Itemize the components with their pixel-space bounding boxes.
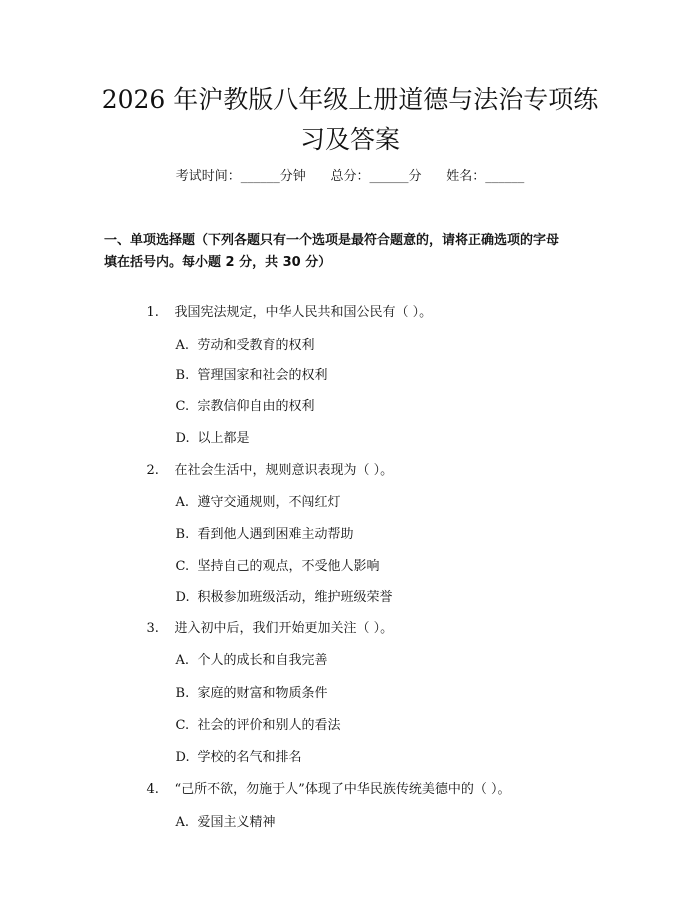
document-title-line-2: 习及答案	[299, 125, 400, 154]
question-number: 3.	[146, 621, 159, 636]
option-text: 看到他人遇到困难主动帮助	[197, 527, 354, 542]
option-letter: D.	[175, 750, 190, 765]
option-letter: A.	[175, 815, 190, 830]
option-text: 社会的评价和别人的看法	[197, 718, 341, 733]
option-letter: B.	[175, 527, 190, 542]
option-text: 学校的名气和排名	[197, 750, 302, 765]
option-text: 家庭的财富和物质条件	[197, 686, 328, 701]
option-letter: C.	[175, 559, 190, 574]
option-text: 爱国主义精神	[197, 815, 276, 830]
option-text: 宗教信仰自由的权利	[197, 399, 315, 414]
question-text: 进入初中后，我们开始更加关注（ ）。	[174, 621, 394, 636]
question-number: 2.	[146, 463, 159, 478]
option-letter: B.	[175, 368, 190, 383]
option-letter: C.	[175, 718, 190, 733]
document-title-line-1: 2026 年沪教版八年级上册道德与法治专项练	[101, 85, 599, 114]
option-text: 管理国家和社会的权利	[197, 368, 328, 383]
section-header-line-2: 填在括号内。每小题 2 分，共 30 分）	[104, 255, 332, 270]
option-text: 积极参加班级活动，维护班级荣誉	[197, 590, 393, 605]
option-text: 劳动和受教育的权利	[197, 338, 315, 353]
option-text: 坚持自己的观点，不受他人影响	[197, 559, 380, 574]
question-text: 在社会生活中，规则意识表现为（ ）。	[174, 463, 394, 478]
option-text: 遵守交通规则，不闯红灯	[197, 495, 341, 510]
section-header-line-1: 一、单项选择题（下列各题只有一个选项是最符合题意的，请将正确选项的字母	[104, 233, 560, 248]
option-letter: D.	[175, 431, 190, 446]
option-letter: C.	[175, 399, 190, 414]
option-text: 以上都是	[197, 431, 250, 446]
question-text: “己所不欲，勿施于人”体现了中华民族传统美德中的（ ）。	[174, 782, 511, 797]
option-letter: D.	[175, 590, 190, 605]
question-number: 1.	[146, 305, 159, 320]
option-letter: B.	[175, 686, 190, 701]
exam-meta-line: 考试时间：______分钟 总分：______分 姓名：______	[175, 169, 525, 184]
option-letter: A.	[175, 338, 190, 353]
question-text: 我国宪法规定，中华人民共和国公民有（ ）。	[174, 305, 433, 320]
option-letter: A.	[175, 495, 190, 510]
question-number: 4.	[146, 782, 159, 797]
question-4-option-a	[159, 790, 276, 856]
option-text: 个人的成长和自我完善	[197, 653, 328, 668]
option-letter: A.	[175, 653, 190, 668]
